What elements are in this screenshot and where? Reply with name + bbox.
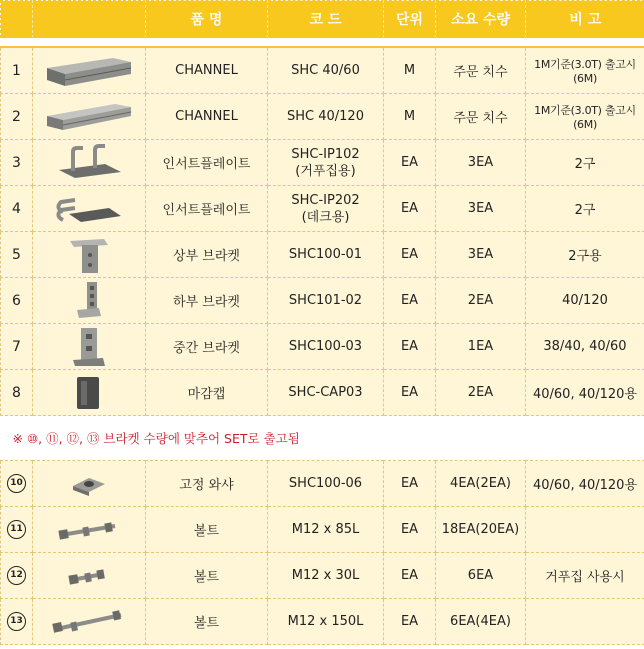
item-qty: 주문 치수 — [436, 94, 526, 140]
row-number-badge: 10 — [7, 474, 26, 493]
row-number — [1, 599, 33, 645]
table-row — [1, 47, 644, 94]
item-code-main: SHC-IP102 — [291, 146, 360, 162]
item-note: 2구용 — [526, 232, 644, 278]
table-row — [1, 553, 644, 599]
bolt-icon — [33, 599, 146, 645]
set-note-row — [1, 416, 644, 461]
upper-bracket-icon — [33, 232, 146, 278]
item-unit: EA — [384, 599, 436, 645]
item-qty: 3EA — [436, 232, 526, 278]
item-note: 40/60, 40/120용 — [526, 370, 644, 416]
item-name: 볼트 — [146, 599, 268, 645]
item-name: 하부 브라켓 — [146, 278, 268, 324]
end-cap-icon — [33, 370, 146, 416]
table-row — [1, 324, 644, 370]
row-number: 4 — [1, 186, 33, 232]
item-qty: 1EA — [436, 324, 526, 370]
row-number — [1, 553, 33, 599]
item-note: 2구 — [526, 186, 644, 232]
row-number: 7 — [1, 324, 33, 370]
item-note: 거푸집 사용시 — [526, 553, 644, 599]
item-code: SHC 40/120 — [268, 94, 384, 140]
item-name: 볼트 — [146, 553, 268, 599]
table-row — [1, 507, 644, 553]
row-number-badge: 11 — [7, 520, 26, 539]
item-name: 중간 브라켓 — [146, 324, 268, 370]
item-note: 40/60, 40/120용 — [526, 461, 644, 507]
row-number: 1 — [1, 47, 33, 94]
row-number: 6 — [1, 278, 33, 324]
item-code: SHC-CAP03 — [268, 370, 384, 416]
row-number-badge: 12 — [7, 566, 26, 585]
table-row — [1, 140, 644, 186]
item-code — [268, 186, 384, 232]
item-unit: EA — [384, 186, 436, 232]
item-note: 1M기준(3.0T) 출고시(6M) — [526, 47, 644, 94]
item-qty: 18EA(20EA) — [436, 507, 526, 553]
item-code: SHC101-02 — [268, 278, 384, 324]
row-number: 8 — [1, 370, 33, 416]
item-name: 인서트플레이트 — [146, 186, 268, 232]
item-qty: 주문 치수 — [436, 47, 526, 94]
header-gap — [1, 38, 644, 48]
row-number — [1, 507, 33, 553]
channel-icon — [33, 47, 146, 94]
item-unit: EA — [384, 461, 436, 507]
item-name: CHANNEL — [146, 94, 268, 140]
item-unit: EA — [384, 140, 436, 186]
item-code: SHC100-06 — [268, 461, 384, 507]
item-code-sub: (데크용) — [301, 209, 350, 225]
item-note — [526, 507, 644, 553]
item-name: 고정 와샤 — [146, 461, 268, 507]
item-code: SHC100-03 — [268, 324, 384, 370]
table-row — [1, 232, 644, 278]
item-code: M12 x 85L — [268, 507, 384, 553]
item-name: 인서트플레이트 — [146, 140, 268, 186]
header-unit: 단위 — [384, 1, 436, 38]
item-qty: 2EA — [436, 370, 526, 416]
header-image — [33, 1, 146, 38]
item-code-sub: (거푸집용) — [295, 163, 356, 179]
item-unit: EA — [384, 232, 436, 278]
item-qty: 2EA — [436, 278, 526, 324]
item-name: 볼트 — [146, 507, 268, 553]
item-unit: EA — [384, 324, 436, 370]
item-note: 1M기준(3.0T) 출고시(6M) — [526, 94, 644, 140]
bolt-icon — [33, 553, 146, 599]
lower-bracket-icon — [33, 278, 146, 324]
item-unit: EA — [384, 507, 436, 553]
item-note: 40/120 — [526, 278, 644, 324]
header-note: 비 고 — [526, 1, 644, 38]
header-qty: 소요 수량 — [436, 1, 526, 38]
table-row — [1, 599, 644, 645]
item-unit: EA — [384, 370, 436, 416]
item-qty: 6EA — [436, 553, 526, 599]
item-code: M12 x 30L — [268, 553, 384, 599]
item-code: M12 x 150L — [268, 599, 384, 645]
item-note: 2구 — [526, 140, 644, 186]
row-number-badge: 13 — [7, 612, 26, 631]
item-unit: M — [384, 47, 436, 94]
item-unit: EA — [384, 278, 436, 324]
header-row — [1, 1, 644, 38]
header-code: 코 드 — [268, 1, 384, 38]
item-qty: 4EA(2EA) — [436, 461, 526, 507]
row-number: 2 — [1, 94, 33, 140]
header-name: 품 명 — [146, 1, 268, 38]
item-unit: M — [384, 94, 436, 140]
item-code: SHC 40/60 — [268, 47, 384, 94]
item-qty: 3EA — [436, 140, 526, 186]
table-row — [1, 278, 644, 324]
item-name: 마감캡 — [146, 370, 268, 416]
item-name: CHANNEL — [146, 47, 268, 94]
washer-icon — [33, 461, 146, 507]
set-note-text: ※ ⑩, ⑪, ⑫, ⑬ 브라켓 수량에 맞추어 SET로 출고됨 — [1, 416, 644, 461]
item-name: 상부 브라켓 — [146, 232, 268, 278]
channel-icon — [33, 94, 146, 140]
insert-plate-icon — [33, 140, 146, 186]
item-note: 38/40, 40/60 — [526, 324, 644, 370]
item-code — [268, 140, 384, 186]
table-row — [1, 461, 644, 507]
table-row — [1, 186, 644, 232]
row-number: 5 — [1, 232, 33, 278]
row-number — [1, 461, 33, 507]
item-code-main: SHC-IP202 — [291, 192, 360, 208]
bolt-icon — [33, 507, 146, 553]
item-qty: 3EA — [436, 186, 526, 232]
item-unit: EA — [384, 553, 436, 599]
table-row — [1, 94, 644, 140]
middle-bracket-icon — [33, 324, 146, 370]
item-qty: 6EA(4EA) — [436, 599, 526, 645]
item-note — [526, 599, 644, 645]
item-code: SHC100-01 — [268, 232, 384, 278]
row-number: 3 — [1, 140, 33, 186]
insert-plate-icon — [33, 186, 146, 232]
header-no — [1, 1, 33, 38]
table-row — [1, 370, 644, 416]
